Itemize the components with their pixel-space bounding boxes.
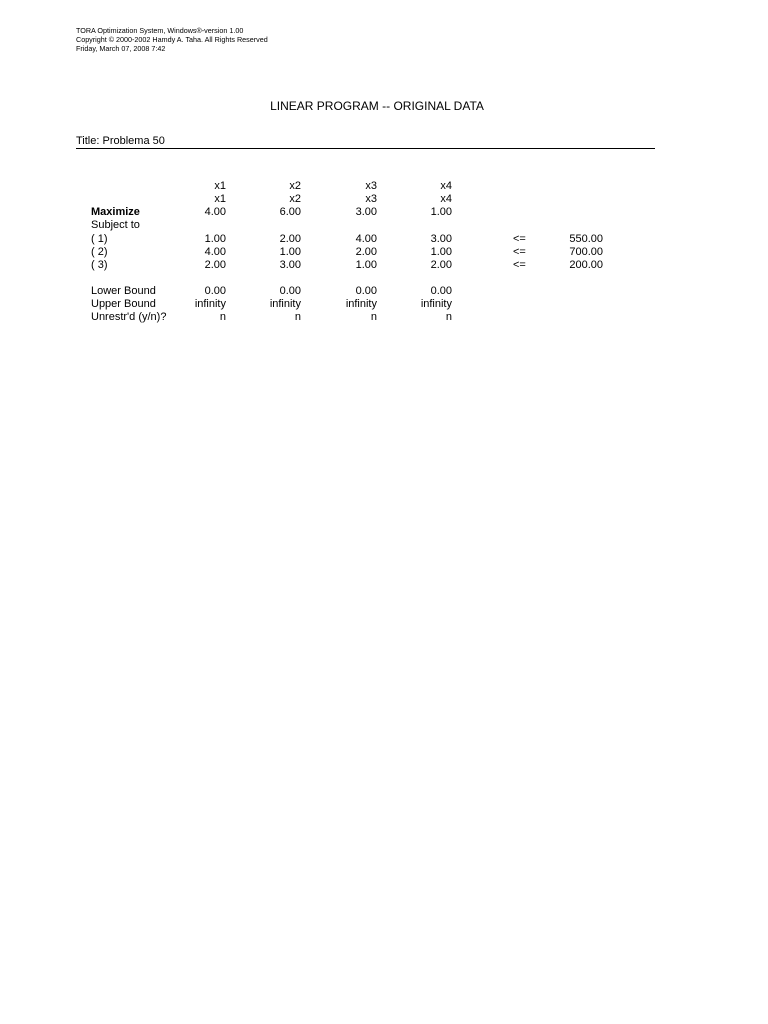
constraint-relation: <=: [513, 246, 526, 258]
constraint-label: ( 3): [91, 259, 108, 271]
lower-bound-label: Lower Bound: [91, 285, 156, 297]
constraint-rhs: 550.00: [569, 233, 603, 245]
unrestricted-value: n: [445, 311, 452, 323]
lower-bound-value: 0.00: [355, 285, 377, 297]
constraint-coef: 2.00: [279, 233, 301, 245]
var-subheader-x2: x2: [289, 193, 301, 205]
constraint-coef: 3.00: [279, 259, 301, 271]
lower-bound-value: 0.00: [430, 285, 452, 297]
report-date: Friday, March 07, 2008 7:42: [76, 44, 166, 53]
objective-coef-x4: 1.00: [430, 206, 452, 218]
constraint-label: ( 2): [91, 246, 108, 258]
objective-label: Maximize: [91, 206, 140, 218]
constraint-coef: 2.00: [204, 259, 226, 271]
constraint-label: ( 1): [91, 233, 108, 245]
upper-bound-value: infinity: [345, 298, 377, 310]
problem-title: Title: Problema 50: [76, 135, 165, 147]
lower-bound-value: 0.00: [279, 285, 301, 297]
objective-coef-x1: 4.00: [204, 206, 226, 218]
var-header-x4: x4: [440, 180, 452, 192]
unrestricted-value: n: [219, 311, 226, 323]
var-header-x3: x3: [365, 180, 377, 192]
var-header-x1: x1: [214, 180, 226, 192]
unrestricted-value: n: [370, 311, 377, 323]
constraint-coef: 1.00: [204, 233, 226, 245]
report-header: [76, 26, 268, 53]
lower-bound-value: 0.00: [204, 285, 226, 297]
constraint-relation: <=: [513, 233, 526, 245]
constraint-rhs: 700.00: [569, 246, 603, 258]
unrestricted-value: n: [294, 311, 301, 323]
objective-coef-x2: 6.00: [279, 206, 301, 218]
upper-bound-label: Upper Bound: [91, 298, 156, 310]
var-subheader-x1: x1: [214, 193, 226, 205]
constraint-coef: 3.00: [430, 233, 452, 245]
constraint-coef: 4.00: [204, 246, 226, 258]
software-name: TORA Optimization System, Windows®-version 1.00: [76, 26, 244, 35]
unrestricted-label: Unrestr'd (y/n)?: [91, 311, 167, 323]
var-subheader-x3: x3: [365, 193, 377, 205]
page-title: LINEAR PROGRAM -- ORIGINAL DATA: [270, 99, 484, 113]
copyright-notice: Copyright © 2000-2002 Hamdy A. Taha. All Rights Reserved: [76, 35, 268, 44]
constraint-coef: 1.00: [355, 259, 377, 271]
var-header-x2: x2: [289, 180, 301, 192]
constraint-coef: 2.00: [355, 246, 377, 258]
objective-coef-x3: 3.00: [355, 206, 377, 218]
constraint-coef: 1.00: [430, 246, 452, 258]
constraint-coef: 2.00: [430, 259, 452, 271]
constraint-rhs: 200.00: [569, 259, 603, 271]
constraint-coef: 1.00: [279, 246, 301, 258]
subject-to-label: Subject to: [91, 219, 140, 231]
var-subheader-x4: x4: [440, 193, 452, 205]
constraint-relation: <=: [513, 259, 526, 271]
upper-bound-value: infinity: [420, 298, 452, 310]
upper-bound-value: infinity: [194, 298, 226, 310]
constraint-coef: 4.00: [355, 233, 377, 245]
upper-bound-value: infinity: [269, 298, 301, 310]
title-divider: [76, 148, 655, 149]
